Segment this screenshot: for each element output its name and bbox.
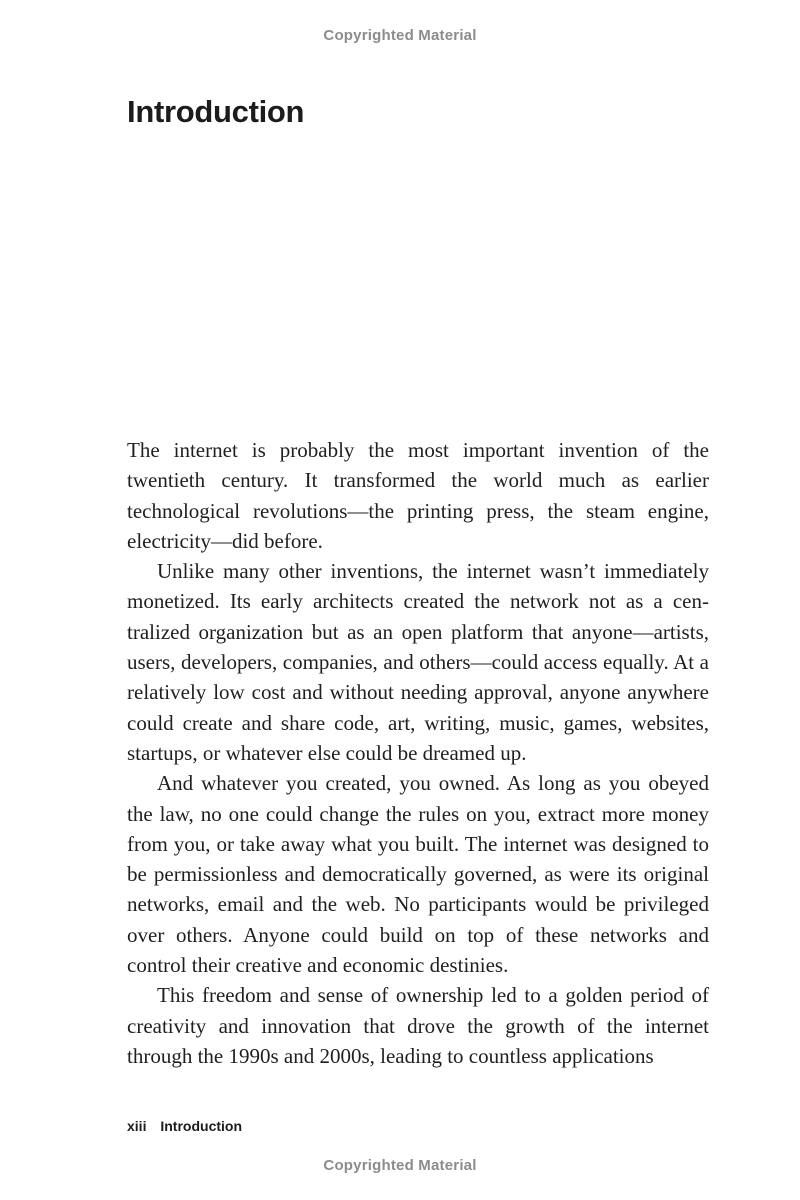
copyright-watermark-bottom: Copyrighted Material	[323, 1157, 477, 1174]
paragraph-3: And whatever you created, you owned. As long as you obeyed the law, no one could change the rules on you, extract more money from you, or take away what you built. The internet was designed to be permissionless and democratically governed, as were its original networks, email and the web. No participants would be privileged over others. Anyone could build on top of these networks and control their creative and economic destinies.	[127, 771, 709, 978]
copyright-watermark-top: Copyrighted Material	[323, 27, 477, 44]
paragraph-1: The internet is probably the most important invention of the twentieth century. It transformed the world much as earlier technological revolutions—the printing press, the steam engine, electricity—did before.	[127, 438, 709, 553]
body-text	[127, 435, 709, 1071]
page-footer	[127, 1118, 242, 1134]
paragraph-4: This freedom and sense of ownership led to a golden period of creativity and innovation that drove the growth of the internet through the 1990s and 2000s, leading to countless applications	[127, 983, 709, 1068]
chapter-title: Introduction	[127, 94, 305, 129]
running-head: Introduction	[160, 1118, 243, 1134]
paragraph-2: Unlike many other inventions, the internet wasn’t immediately monetized. Its early architects created the network not as a centralized organization but as an open platform that anyone—artists, users, developers, companies, and others—could access equally. At a relatively low cost and without needing approval, anyone anywhere could create and share code, art, writing, music, games, websites, startups, or whatever else could be dreamed up.	[127, 559, 709, 765]
page-number: xiii	[127, 1118, 147, 1134]
